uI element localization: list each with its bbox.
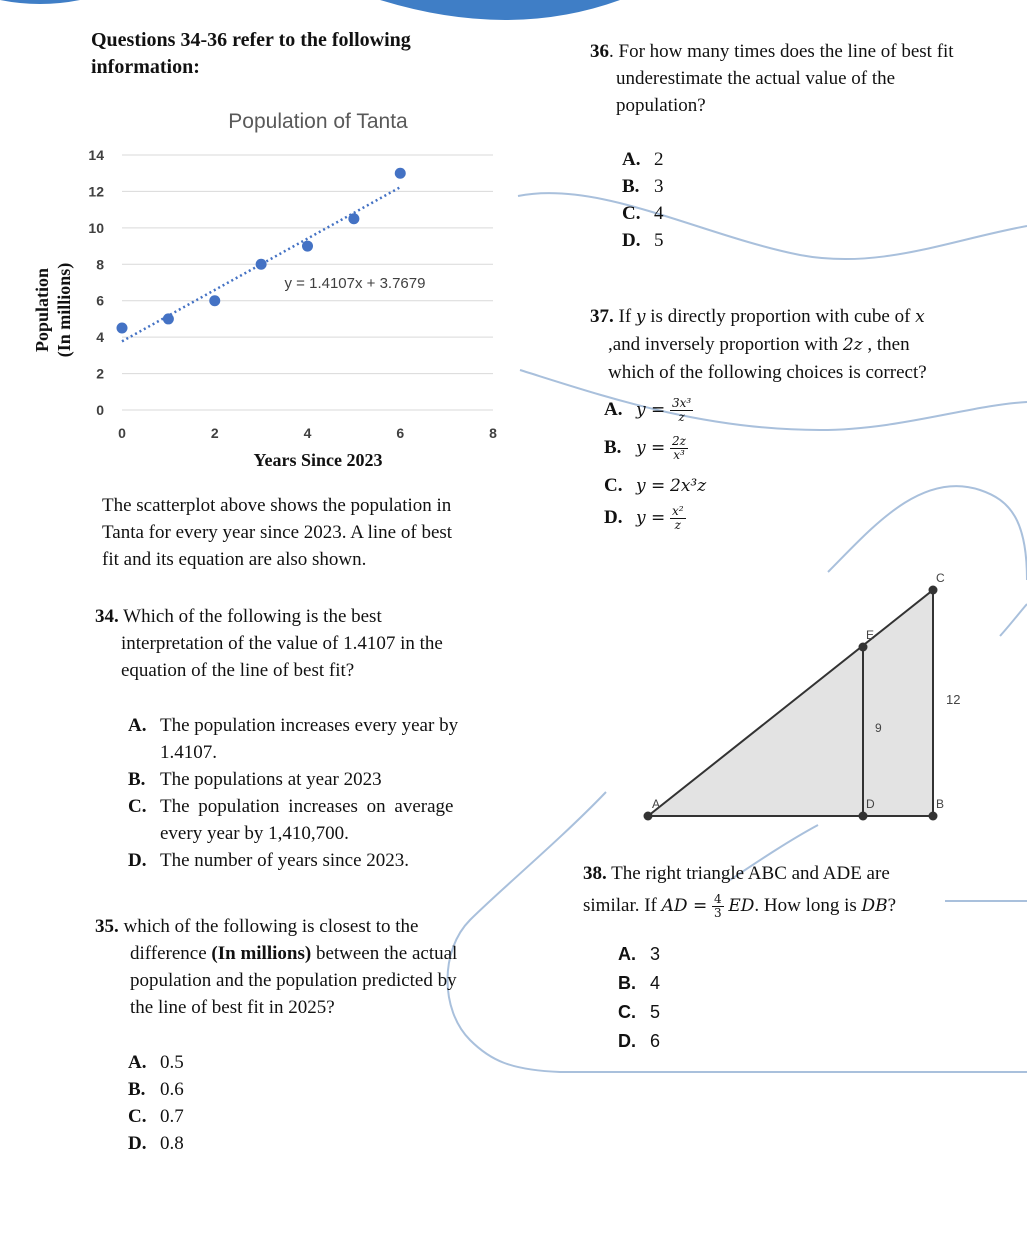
q38-option-b-text: 4 [650,973,661,993]
q35-option-b[interactable] [128,1076,184,1103]
chart-title: Population of Tanta [228,110,408,133]
label-a: A [652,797,661,811]
intro-line-2: information: [91,56,200,78]
question-36-line-3: population? [616,95,706,116]
question-38-line-2-c: ? [887,895,897,916]
question-34-options [128,712,528,874]
q35-option-c-letter: C. [128,1106,147,1127]
question-38-line-1: The right triangle ABC and ADE are [606,863,890,884]
question-38 [583,860,1023,920]
question-38-number: 38. [583,863,607,884]
swirl-line-4 [1000,604,1027,636]
q37-option-a-letter: A. [604,399,623,420]
q37-option-d-den: z [674,518,681,533]
question-34-line-3: equation of the line of best fit? [121,660,355,681]
question-35-line-2-bold: (In millions) [211,943,312,964]
q37-option-a[interactable] [604,396,706,434]
q37-option-a-num: 3x³ [672,396,692,411]
x-tick-labels [118,425,497,441]
q36-option-a-letter: A. [622,149,641,170]
q37-option-b-den: x³ [673,448,685,463]
top-wave-decor [380,0,620,20]
chart-description [102,492,452,573]
point-e [859,643,868,652]
question-37-line-2-b: , then [862,334,910,355]
q37-option-b-lhs: y = [636,438,666,458]
x-tick-label: 2 [210,425,219,441]
question-36-line-1: . For how many times does the line of best fit [609,41,954,62]
question-37-line-2-a: ,and inversely proportion with [608,334,843,355]
data-point [302,241,313,252]
data-point [348,213,359,224]
q37-option-c-expr: 2x³z [670,476,707,496]
y-axis-label [32,263,75,358]
label-e: E [866,628,875,642]
description-line-2: Tanta for every year since 2023. A line of best [102,522,453,543]
point-c [929,586,938,595]
question-38-frac-num: 4 [713,892,722,907]
point-b [929,812,938,821]
q34-option-a[interactable] [128,712,528,766]
q37-option-d-letter: D. [604,507,623,528]
q36-option-c-letter: C. [622,203,641,224]
question-35-line-2-c: between the actual [311,943,458,964]
label-b: B [936,797,945,811]
y-tick-label: 8 [96,256,104,273]
y-tick-label: 2 [96,365,104,382]
top-left-wave-decor [0,0,80,4]
q35-option-a-text: 0.5 [160,1052,184,1073]
question-38-eq-db: DB [861,896,888,916]
question-35 [95,913,535,1021]
y-tick-label: 10 [88,219,104,236]
label-c: C [936,571,945,585]
x-tick-label: 0 [118,425,126,441]
question-35-line-2-a: difference [130,943,212,964]
q37-option-d[interactable] [604,504,706,542]
question-37 [590,303,1020,386]
question-36-options [622,146,664,254]
q38-option-d-text: 6 [650,1031,661,1051]
q37-option-d-fraction [670,505,686,532]
x-axis-label: Years Since 2023 [253,450,383,470]
q37-option-a-fraction [670,397,693,424]
q34-option-b[interactable] [128,766,528,793]
q38-option-c-text: 5 [650,1002,661,1022]
q36-option-b[interactable] [622,173,664,200]
point-a [644,812,653,821]
trend-equation-label: y = 1.4107x + 3.7679 [284,275,426,292]
q38-option-c-letter: C. [618,1002,636,1022]
q35-option-c-text: 0.7 [160,1106,184,1127]
q37-option-d-lhs: y = [636,508,666,528]
q35-option-c[interactable] [128,1103,184,1130]
question-37-options [604,396,706,542]
question-35-line-1: which of the following is closest to the [123,916,419,937]
question-38-options [618,940,660,1056]
question-37-var-2z: 2z [842,335,863,355]
q34-option-a-text-2: 1.4107. [160,742,217,763]
question-34-line-1: Which of the following is the best [123,606,382,627]
q36-option-c[interactable] [622,200,664,227]
q34-option-a-letter: A. [128,715,147,736]
q34-option-b-letter: B. [128,769,146,790]
question-38-line-2-b: . How long is [754,895,862,916]
q36-option-d[interactable] [622,227,664,254]
q35-option-b-text: 0.6 [160,1079,184,1100]
q38-option-b[interactable] [618,969,660,998]
question-36-number: 36 [590,41,609,62]
question-36 [590,38,1020,119]
question-38-fraction [712,893,724,920]
data-point [163,313,174,324]
point-d [859,812,868,821]
question-35-line-3: population and the population predicted by [130,970,457,991]
q34-option-a-text-1: The population increases every year by [160,715,459,736]
scatter-chart [20,100,520,480]
q37-option-a-den: z [678,410,685,425]
intro-line-1: Questions 34-36 refer to the following [91,29,411,51]
q35-option-a-letter: A. [128,1052,147,1073]
q36-option-a[interactable] [622,146,664,173]
question-37-number: 37. [590,306,614,327]
data-point [117,323,128,334]
data-point [395,168,406,179]
y-tick-label: 0 [96,402,104,418]
q34-option-c-letter: C. [128,796,147,817]
label-side-ed: 9 [875,721,882,735]
q35-option-d[interactable] [128,1130,184,1157]
q34-option-d-text: The number of years since 2023. [160,850,410,871]
q35-option-d-letter: D. [128,1133,147,1154]
q35-option-b-letter: B. [128,1079,146,1100]
label-d: D [866,797,875,811]
question-35-line-2 [95,940,535,967]
q38-option-d-letter: D. [618,1031,636,1051]
label-side-cb: 12 [946,692,961,707]
y-tick-label: 12 [88,183,104,200]
q37-option-c[interactable] [604,472,706,504]
q37-option-c-lhs: y = [636,476,666,496]
description-line-1: The scatterplot above shows the population in [102,495,452,516]
question-35-number: 35. [95,916,119,937]
y-tick-label: 6 [96,292,104,309]
y-axis-label-line-2: (In millions) [54,262,74,358]
y-tick-label: 4 [96,329,104,346]
x-tick-label: 6 [396,425,405,441]
y-tick-labels [88,147,104,418]
question-34 [95,603,525,684]
question-37-var-y: y [635,307,646,327]
q36-option-b-text: 3 [654,176,664,197]
q38-option-a-text: 3 [650,944,661,964]
q34-option-c[interactable] [128,793,528,847]
q37-option-b-letter: B. [604,437,622,458]
q37-option-b[interactable] [604,434,706,472]
question-35-options [128,1049,184,1157]
question-34-line-2: interpretation of the value of 1.4107 in the [121,633,443,654]
q36-option-b-letter: B. [622,176,640,197]
intro-heading [91,27,411,81]
data-points [117,168,406,334]
q37-option-b-fraction [670,435,688,462]
q38-option-b-letter: B. [618,973,636,993]
y-tick-label: 14 [88,147,104,163]
q34-option-d-letter: D. [128,850,147,871]
question-38-eq-rhs: ED [728,896,755,916]
x-tick-label: 8 [489,425,497,441]
q34-option-d[interactable] [128,847,528,874]
q38-option-a-letter: A. [618,944,636,964]
q37-option-a-lhs: y = [636,400,666,420]
q35-option-a[interactable] [128,1049,184,1076]
swirl-line-1 [518,193,1027,259]
q36-option-a-text: 2 [654,149,664,170]
question-35-line-4: the line of best fit in 2025? [130,997,335,1018]
data-point [256,259,267,270]
question-38-eq-lhs: AD = [661,896,708,916]
q37-option-b-num: 2z [672,434,686,449]
question-38-line-2-a: similar. If [583,895,662,916]
description-line-3: fit and its equation are also shown. [102,549,367,570]
question-37-line-1-a: If [613,306,636,327]
q34-option-c-text-1: The population increases on average [160,796,454,817]
question-36-line-2: underestimate the actual value of the [616,68,896,89]
q34-option-b-text: The populations at year 2023 [160,769,382,790]
data-point [209,295,220,306]
question-37-line-1-b: is directly proportion with cube of [645,306,916,327]
q37-option-c-letter: C. [604,475,623,496]
y-axis-label-line-1: Population [32,267,52,353]
q36-option-d-text: 5 [654,230,664,251]
question-37-var-x: x [915,307,925,327]
question-38-frac-den: 3 [713,906,722,921]
triangle-abc [648,590,933,816]
q38-option-c[interactable] [618,998,660,1027]
q34-option-c-text-2: every year by 1,410,700. [160,823,349,844]
q38-option-d[interactable] [618,1027,660,1056]
q36-option-d-letter: D. [622,230,641,251]
triangle-figure [620,560,980,840]
question-34-number: 34. [95,606,119,627]
q36-option-c-text: 4 [654,203,664,224]
x-tick-label: 4 [303,425,312,441]
question-37-line-3: which of the following choices is correct? [608,362,927,383]
q37-option-d-num: x² [672,504,684,519]
q35-option-d-text: 0.8 [160,1133,184,1154]
q38-option-a[interactable] [618,940,660,969]
